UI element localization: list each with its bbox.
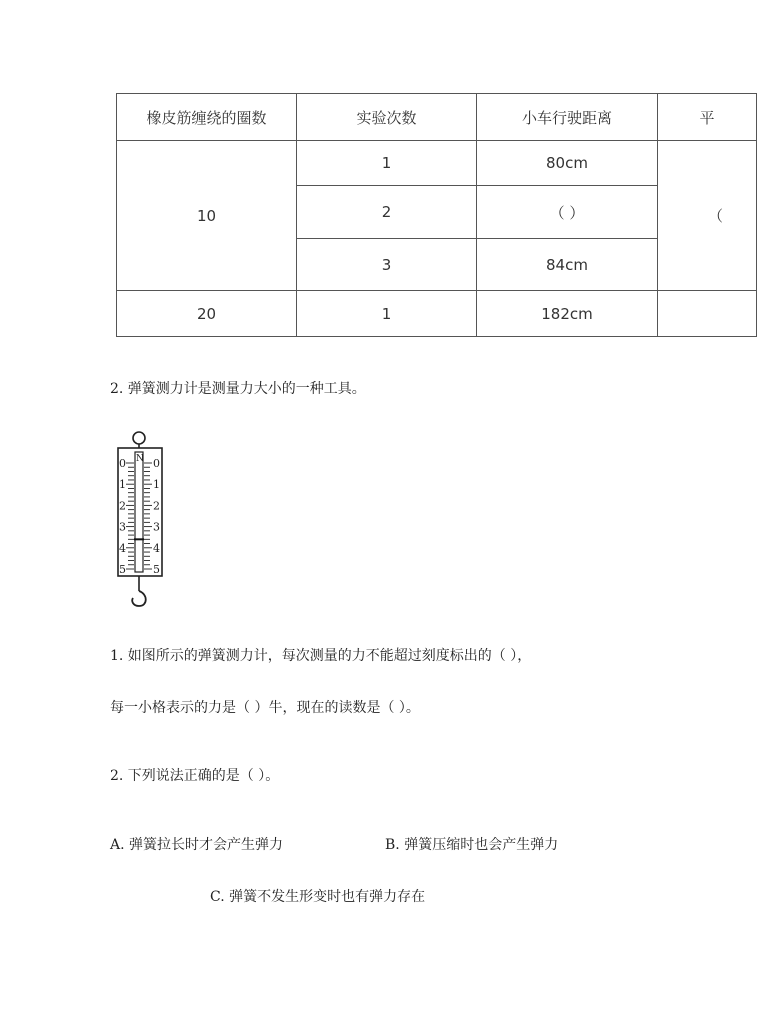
right-tick-label: 2 [153, 499, 160, 513]
left-tick-label: 3 [119, 520, 126, 534]
cell-trial: 3 [297, 239, 477, 291]
spring-scale-figure [108, 428, 172, 612]
cell-trial: 1 [297, 291, 477, 337]
header-average: 平 [658, 94, 757, 141]
left-tick-label: 4 [119, 541, 126, 555]
right-tick-label: 3 [153, 520, 160, 534]
header-turns: 橡皮筋缠绕的圈数 [117, 94, 297, 141]
header-trial: 实验次数 [297, 94, 477, 141]
question-2-stem: 2. 下列说法正确的是（ ）。 [110, 768, 280, 784]
cell-average-blank: （ [658, 141, 757, 291]
table-row [117, 141, 757, 186]
header-distance: 小车行驶距离 [477, 94, 658, 141]
cell-turns-10: 10 [117, 141, 297, 291]
cell-turns-20: 20 [117, 291, 297, 337]
cell-average [658, 291, 757, 337]
question-1-line-1: 1. 如图所示的弹簧测力计，每次测量的力不能超过刻度标出的（ ）， [110, 648, 532, 664]
table-row [117, 291, 757, 337]
option-b[interactable]: B. 弹簧压缩时也会产生弹力 [385, 837, 559, 853]
cell-distance: 80cm [477, 141, 658, 186]
cell-trial: 2 [297, 186, 477, 239]
cell-distance: 84cm [477, 239, 658, 291]
left-tick-label: 1 [119, 478, 126, 492]
right-tick-label: 5 [153, 563, 160, 576]
reading-indicator [134, 538, 144, 540]
right-tick-label: 0 [153, 457, 160, 470]
experiment-table [116, 93, 757, 337]
top-ring-icon [133, 432, 145, 444]
bottom-hook-icon [132, 591, 146, 606]
right-tick-label: 1 [153, 478, 160, 492]
option-c[interactable]: C. 弹簧不发生形变时也有弹力存在 [210, 889, 426, 905]
left-tick-label: 0 [119, 457, 126, 470]
cell-trial: 1 [297, 141, 477, 186]
unit-label: N [136, 454, 144, 464]
left-tick-label: 2 [119, 499, 126, 513]
left-tick-label: 5 [119, 563, 126, 576]
section-title: 2. 弹簧测力计是测量力大小的一种工具。 [110, 381, 366, 397]
option-a[interactable]: A. 弹簧拉长时才会产生弹力 [110, 837, 284, 853]
table-header-row [117, 94, 757, 141]
cell-distance-blank[interactable]: （ ） [477, 186, 658, 239]
right-tick-label: 4 [153, 541, 160, 555]
question-1-line-2: 每一小格表示的力是（ ）牛，现在的读数是（ ）。 [110, 700, 420, 716]
cell-distance: 182cm [477, 291, 658, 337]
